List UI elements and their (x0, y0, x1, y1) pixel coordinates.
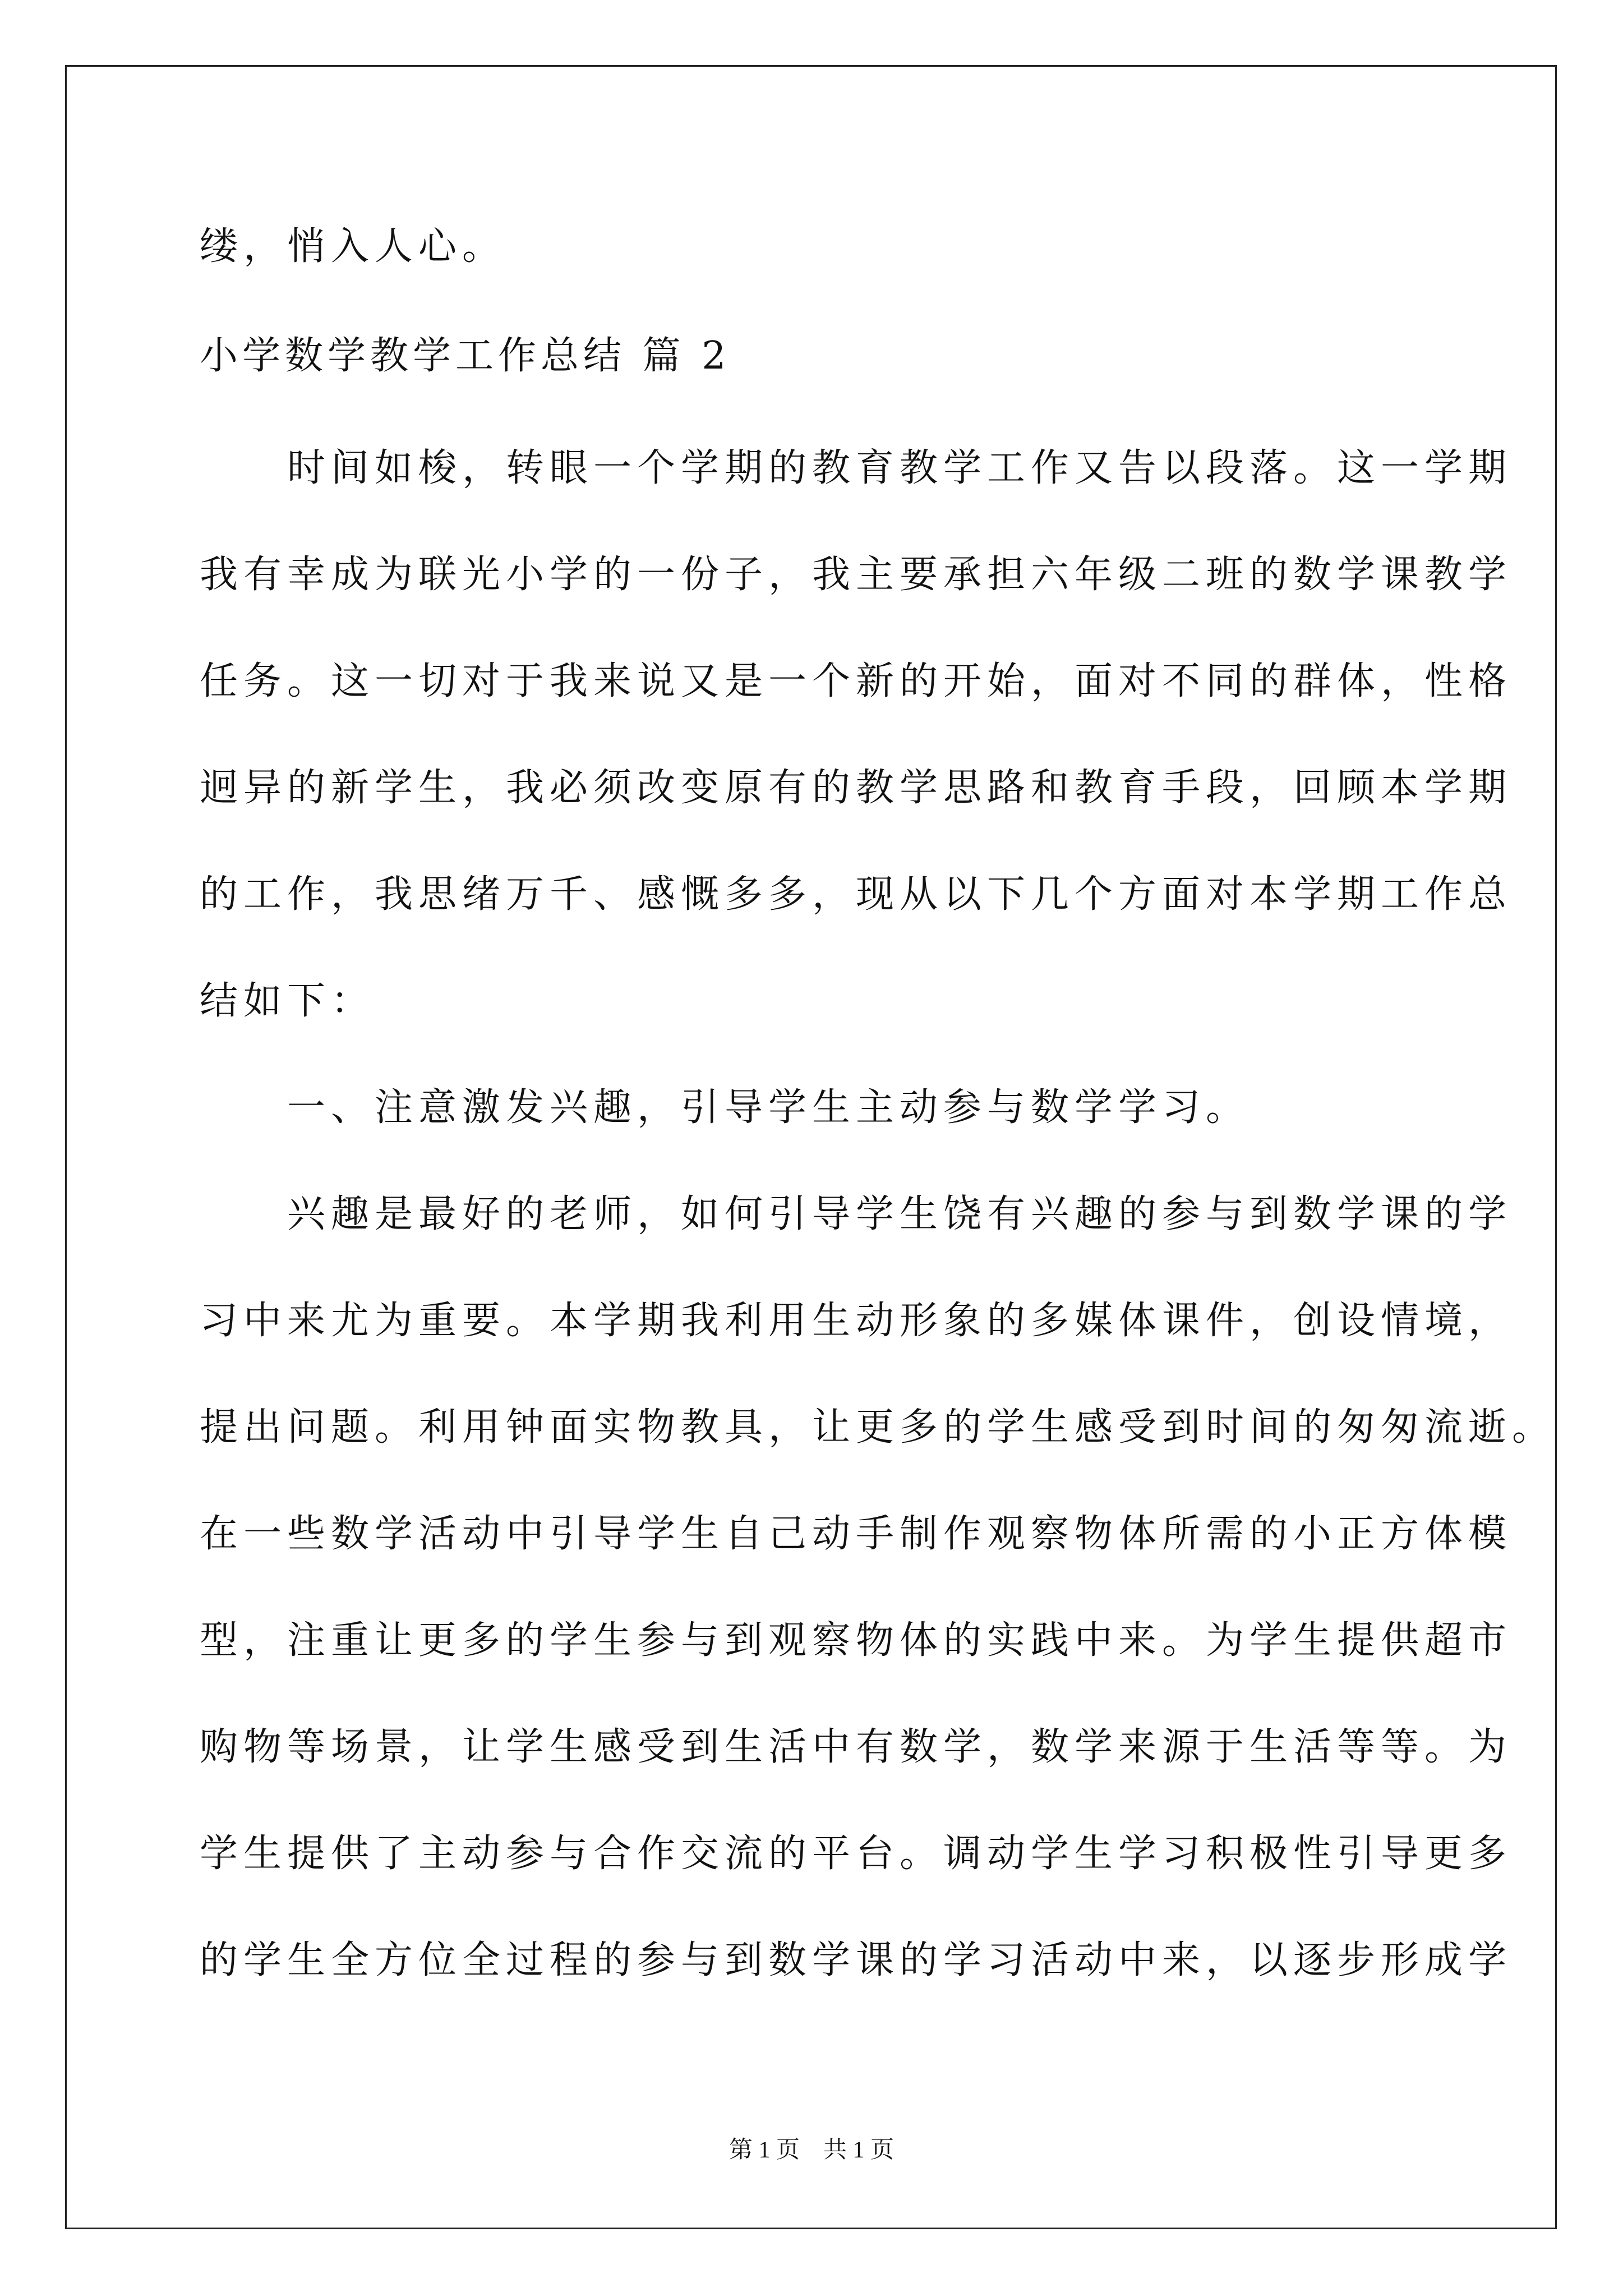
body-line-11: 提出问题。利用钟面实物教具，让更多的学生感受到时间的匆匆流逝。 (200, 1405, 1556, 1450)
body-line-7: 结如下： (200, 979, 375, 1023)
body-line-13: 型，注重让更多的学生参与到观察物体的实践中来。为学生提供超市 (200, 1618, 1513, 1663)
body-line-6: 的工作，我思绪万千、感慨多多，现从以下几个方面对本学期工作总 (200, 872, 1513, 917)
body-line-16: 的学生全方位全过程的参与到数学课的学习活动中来，以逐步形成学 (200, 1938, 1513, 1982)
body-line-12: 在一些数学活动中引导学生自己动手制作观察物体所需的小正方体模 (200, 1512, 1513, 1556)
body-line-10: 习中来尤为重要。本学期我利用生动形象的多媒体课件，创设情境， (200, 1299, 1513, 1343)
body-line-2: 时间如梭，转眼一个学期的教育教学工作又告以段落。这一学期 (200, 446, 1513, 490)
page-number-footer: 第 1 页 共 1 页 (728, 2137, 894, 2163)
body-line-15: 学生提供了主动参与合作交流的平台。调动学生学习积极性引导更多 (200, 1832, 1513, 1876)
body-line-3: 我有幸成为联光小学的一份子，我主要承担六年级二班的数学课教学 (200, 553, 1513, 597)
body-line-1: 缕，悄入人心。 (200, 224, 506, 269)
body-line-8: 一、注意激发兴趣，引导学生主动参与数学学习。 (200, 1085, 1250, 1130)
section-heading: 小学数学教学工作总结 篇 2 (200, 334, 731, 378)
body-line-5: 迥异的新学生，我必须改变原有的教学思路和教育手段，回顾本学期 (200, 766, 1513, 810)
body-line-9: 兴趣是最好的老师，如何引导学生饶有兴趣的参与到数学课的学 (200, 1192, 1513, 1236)
body-line-14: 购物等场景，让学生感受到生活中有数学，数学来源于生活等等。为 (200, 1725, 1513, 1769)
page-border (65, 65, 1557, 2229)
body-line-4: 任务。这一切对于我来说又是一个新的开始，面对不同的群体，性格 (200, 659, 1513, 703)
